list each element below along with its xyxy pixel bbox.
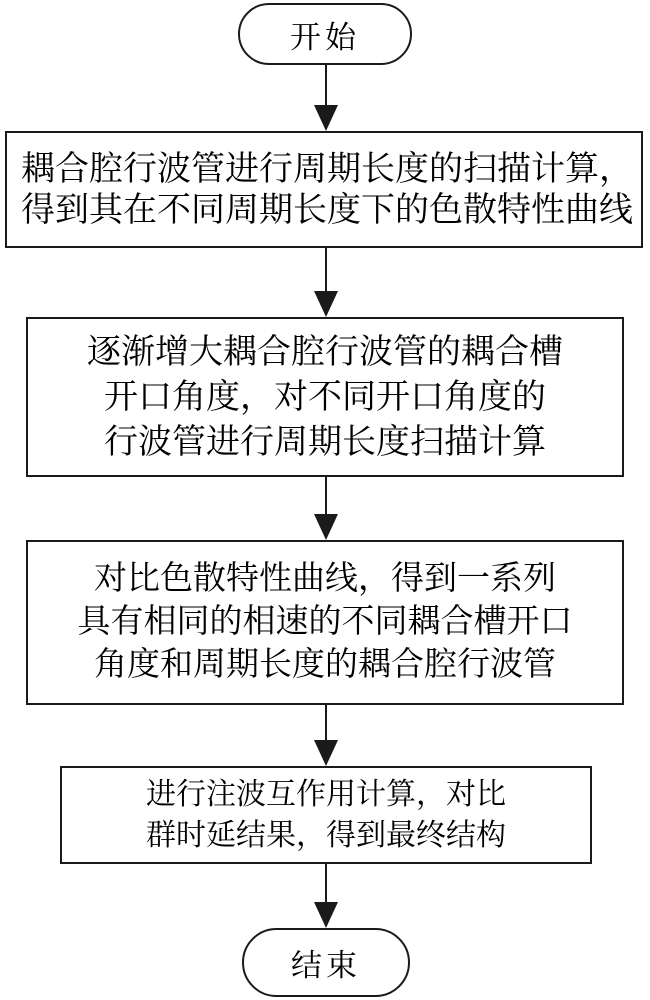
- process-text-line: 行波管进行周期长度扫描计算: [104, 423, 546, 461]
- process-node-step3: [26, 540, 624, 705]
- process-text-line: 角度和周期长度的耦合腔行波管: [94, 647, 556, 683]
- process-node-step1: [5, 131, 643, 248]
- flow-arrow-step2-to-step3: [313, 477, 339, 540]
- flow-arrow-step3-to-step4: [313, 705, 339, 766]
- down-arrowhead-icon: [314, 902, 338, 928]
- flow-arrow-start-to-step1: [313, 65, 339, 131]
- down-arrowhead-icon: [314, 105, 338, 131]
- down-arrowhead-icon: [314, 291, 338, 317]
- process-text-line: 耦合腔行波管进行周期长度的扫描计算，: [21, 150, 633, 188]
- arrow-shaft: [325, 705, 327, 744]
- down-arrowhead-icon: [314, 514, 338, 540]
- start-terminator-node: [238, 3, 412, 65]
- process-node-step4: [60, 766, 592, 864]
- end-terminator-node: [242, 928, 410, 997]
- flow-arrow-step4-to-end: [313, 864, 339, 928]
- flow-arrow-step1-to-step2: [313, 248, 339, 317]
- arrow-shaft: [325, 864, 327, 906]
- process-text-line: 群时延结果，得到最终结构: [146, 819, 506, 852]
- end-label: 结束: [291, 948, 361, 983]
- process-text-line: 开口角度，对不同开口角度的: [104, 378, 546, 416]
- process-text-line: 进行注波互作用计算，对比: [146, 778, 506, 811]
- start-label: 开始: [290, 19, 360, 55]
- arrow-shaft: [325, 477, 327, 518]
- process-text-line: 具有相同的相速的不同耦合槽开口: [77, 604, 573, 640]
- process-text-line: 得到其在不同周期长度下的色散特性曲线: [21, 191, 633, 229]
- down-arrowhead-icon: [314, 740, 338, 766]
- process-text-line: 逐渐增大耦合腔行波管的耦合槽: [87, 333, 563, 371]
- process-node-step2: [26, 317, 624, 477]
- arrow-shaft: [325, 248, 327, 295]
- arrow-shaft: [325, 65, 327, 109]
- process-text-line: 对比色散特性曲线，得到一系列: [94, 561, 556, 597]
